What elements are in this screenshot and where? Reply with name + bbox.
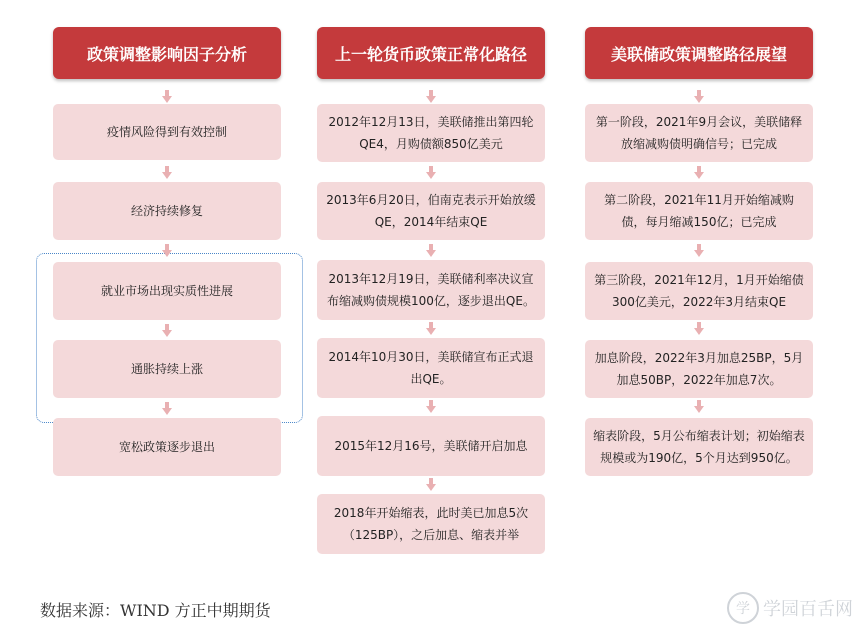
col2-box: 2012年12月13日，美联储推出第四轮QE4，月购债额850亿美元 [317,104,545,162]
arrow-icon [162,408,172,415]
col2-header: 上一轮货币政策正常化路径 [317,27,545,79]
col2-box: 2018年开始缩表，此时美已加息5次（125BP），之后加息、缩表并举 [317,494,545,554]
col2-box: 2013年6月20日，伯南克表示开始放缓QE，2014年结束QE [317,182,545,240]
col1-box: 通胀持续上涨 [53,340,281,398]
watermark-logo-icon: 学 [727,592,759,624]
col3-box: 缩表阶段，5月公布缩表计划；初始缩表规模或为190亿，5个月达到950亿。 [585,418,813,476]
arrow-icon [162,250,172,257]
arrow-icon [694,172,704,179]
arrow-icon [694,406,704,413]
col1-box: 经济持续修复 [53,182,281,240]
col3-box: 第一阶段，2021年9月会议，美联储释放缩减购债明确信号；已完成 [585,104,813,162]
source-note: 数据来源：WIND 方正中期期货 [40,601,271,620]
arrow-icon [162,330,172,337]
watermark [727,592,853,624]
arrow-icon [162,96,172,103]
col1-box: 就业市场出现实质性进展 [53,262,281,320]
col2-box: 2013年12月19日，美联储利率决议宣布缩减购债规模100亿，逐步退出QE。 [317,260,545,320]
arrow-icon [426,172,436,179]
col3-box: 第二阶段，2021年11月开始缩减购债，每月缩减150亿；已完成 [585,182,813,240]
col2-box: 2014年10月30日，美联储宣布正式退出QE。 [317,338,545,398]
col1-box: 宽松政策逐步退出 [53,418,281,476]
arrow-icon [426,250,436,257]
arrow-icon [694,96,704,103]
arrow-icon [426,484,436,491]
col1-header: 政策调整影响因子分析 [53,27,281,79]
arrow-icon [426,406,436,413]
col3-box: 加息阶段，2022年3月加息25BP，5月加息50BP，2022年加息7次。 [585,340,813,398]
watermark-text: 学园百舌网 [763,599,853,620]
arrow-icon [694,328,704,335]
col1-box: 疫情风险得到有效控制 [53,104,281,160]
col3-header: 美联储政策调整路径展望 [585,27,813,79]
col3-box: 第三阶段，2021年12月，1月开始缩债300亿美元，2022年3月结束QE [585,262,813,320]
col2-box: 2015年12月16号，美联储开启加息 [317,416,545,476]
arrow-icon [162,172,172,179]
arrow-icon [694,250,704,257]
arrow-icon [426,328,436,335]
arrow-icon [426,96,436,103]
